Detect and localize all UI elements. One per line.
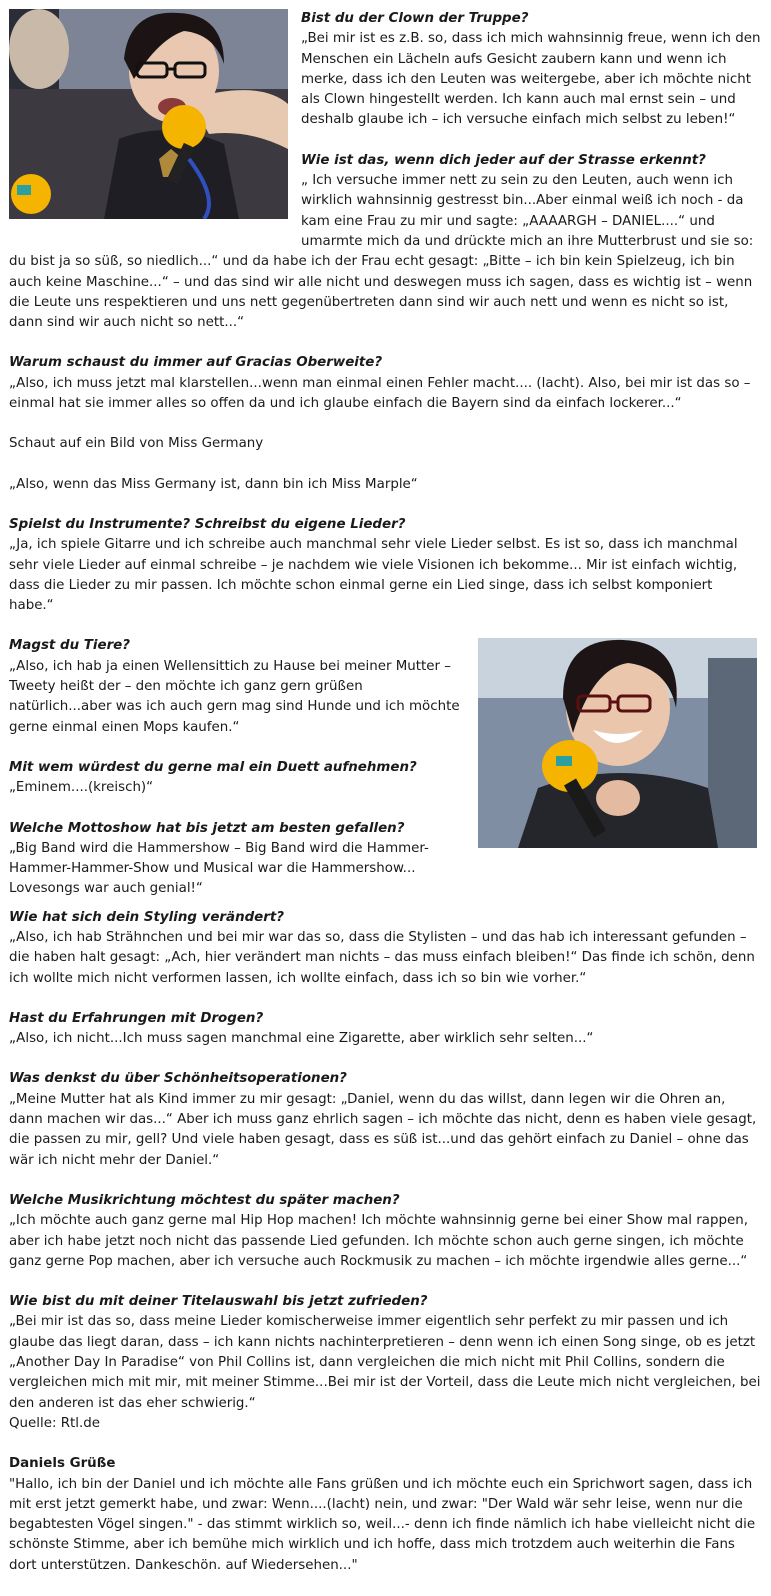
greeting-title: Daniels Grüße	[9, 1456, 116, 1472]
question-heading: Wie ist das, wenn dich jeder auf der Strasse erkennt?	[301, 152, 706, 168]
photo-singer-laughing	[478, 638, 757, 848]
stage-note: Schaut auf ein Bild von Miss Germany	[9, 436, 264, 452]
answer-text: „ Ich versuche immer nett zu sein zu den Leuten, auch wenn ich wirklich wahnsinnig gestresst bin...Aber einmal weiß ich noch - da kam eine Frau zu mir und sagte: „AAAARGH – DANIEL....“ und umarmte mich da und drückte mich an ihre Mutterbrust und sie so: du bist ja so süß, so niedlich...“ und da habe ich der Frau echt gesagt: „Bitte – ich bin kein Spielzeug, ich bin auch keine Maschine...“ – und das sind wir alle nicht und deswegen muss ich sagen, dass es wichtig ist – wenn die Leute uns respektieren und uns nett gegenübertreten dann sind wir auch nett und wenn es nicht so ist, dann sind wir auch nicht so nett...“	[9, 173, 754, 331]
question-heading: Mit wem würdest du gerne mal ein Duett aufnehmen?	[9, 759, 417, 775]
question-heading: Hast du Erfahrungen mit Drogen?	[9, 1010, 264, 1026]
photo-singer-with-microphone	[9, 9, 288, 219]
greeting-text: "Hallo, ich bin der Daniel und ich möchte alle Fans grüßen und ich möchte euch ein Sprichwort sagen, dass ich mit erst jetzt gemerkt habe, und zwar: Wenn....(lacht) nein, und zwar: "Der Wald wär sehr leise, wenn nur die begabtesten Vögel singen." - das stimmt wirklich so, weil...- denn ich finde nämlich ich habe vielleicht nicht die schönste Stimme, aber ich bemühe mich wirklich und ich hoffe, dass mich trotzdem auch weiterhin die Fans dort unterstützen. Dankeschön. auf Wiedersehen..."	[9, 1476, 756, 1573]
answer-text: „Also, ich hab Strähnchen und bei mir war das so, dass die Stylisten – und das hab ich interessant gefunden – die haben halt gesagt: „Ach, hier verändert man nichts – das muss einfach bleiben!“ Das finde ich schön, denn ich wollte mich nicht verformen lassen, ich wollte einfach, dass ich so bin wie vorher.“	[9, 929, 755, 986]
answer-text: „Ich möchte auch ganz gerne mal Hip Hop machen! Ich möchte wahnsinnig gerne bei einer Show mal rappen, aber ich habe jetzt noch nicht das passende Lied gefunden. Ich möchte schon auch gerne singen, ich möchte ganz gerne Pop machen, aber ich versuche auch Rockmusik zu machen – ich möchte irgendwie alles gerne...“	[9, 1213, 748, 1269]
quote-text: „Also, wenn das Miss Germany ist, dann bin ich Miss Marple“	[9, 476, 418, 492]
question-heading: Was denkst du über Schönheitsoperationen?	[9, 1071, 347, 1087]
answer-text: „Eminem....(kreisch)“	[9, 780, 154, 796]
photo-2	[478, 638, 757, 855]
question-heading: Wie bist du mit deiner Titelauswahl bis jetzt zufrieden?	[9, 1294, 428, 1310]
question-heading: Warum schaust du immer auf Gracias Oberweite?	[9, 355, 383, 371]
question-heading: Spielst du Instrumente? Schreibst du eigene Lieder?	[9, 516, 406, 532]
answer-text: „Big Band wird die Hammershow – Big Band wird die Hammer-Hammer-Hammer-Show und Musical war die Hammershow... Lovesongs war auch genial!“	[9, 840, 429, 897]
question-heading: Wie hat sich dein Styling verändert?	[9, 909, 285, 925]
answer-text: „Meine Mutter hat als Kind immer zu mir gesagt: „Daniel, wenn du das willst, dann legen wir die Ohren an, dann machen wir das...“ Aber ich muss ganz ehrlich sagen – ich möchte das nicht, denn es haben viele gesagt, die passen zu mir, gell? Und viele haben gesagt, dass es süß ist...und das gehört einfach zu Daniel – ohne das wär ich nicht mehr der Daniel.“	[9, 1091, 757, 1168]
answer-text: „Bei mir ist das so, dass meine Lieder komischerweise immer eigentlich sehr perfekt zu mir passen und ich glaube das liegt daran, dass – ich kann nichts nachinterpretieren – denn wenn ich einen Song singe, ob es jetzt „Another Day In Paradise“ von Phil Collins ist, dann vergleichen die mich nicht mit Phil Collins, sondern die vergleichen mich mit mir, mit meiner Stimme...Bei mir ist der Vorteil, dass die Leute mich nicht vergleichen, bei den anderen ist das eher schwierig.“	[9, 1314, 761, 1411]
question-heading: Magst du Tiere?	[9, 638, 131, 654]
source-credit: Quelle: Rtl.de	[9, 1415, 100, 1431]
answer-text: „Also, ich hab ja einen Wellensittich zu Hause bei meiner Mutter – Tweety heißt der – den möchte ich ganz gern grüßen natürlich...aber was ich auch gern mag sind Hunde und ich möchte gerne einmal einen Mops kaufen.“	[9, 658, 460, 735]
photo-1	[9, 9, 288, 226]
answer-text: „Also, ich nicht...Ich muss sagen manchmal eine Zigarette, aber wirklich sehr selten...“	[9, 1031, 594, 1047]
question-heading: Welche Mottoshow hat bis jetzt am besten gefallen?	[9, 820, 405, 836]
answer-text: „Also, ich muss jetzt mal klarstellen...wenn man einmal einen Fehler macht.... (lacht). Also, bei mir ist das so – einmal hat sie immer alles so offen da und ich glaube einfach die Bayern sind da einfach lockerer...“	[9, 375, 751, 412]
question-heading: Welche Musikrichtung möchtest du später machen?	[9, 1192, 400, 1208]
article	[9, 9, 761, 1596]
answer-text: „Ja, ich spiele Gitarre und ich schreibe auch manchmal sehr viele Lieder selbst. Es ist so, dass ich manchmal sehr viele Lieder auf einmal schreibe – je nachdem wie viele Visionen ich bekomme... Mir ist einfach wichtig, dass die Lieder zu mir passen. Ich möchte schon einmal gerne ein Lied singe, dass ich selbst komponiert habe.“	[9, 537, 738, 614]
answer-text: „Bei mir ist es z.B. so, dass ich mich wahnsinnig freue, wenn ich den Menschen ein Lächeln aufs Gesicht zaubern kann und wenn ich merke, dass ich den Leuten was weitergebe, aber ich möchte nicht als Clown hingestellt werden. Ich kann auch mal ernst sein – und deshalb glaube ich – ich versuche einfach mich selbst zu leben!“	[301, 31, 761, 128]
question-heading: Bist du der Clown der Truppe?	[301, 11, 529, 26]
